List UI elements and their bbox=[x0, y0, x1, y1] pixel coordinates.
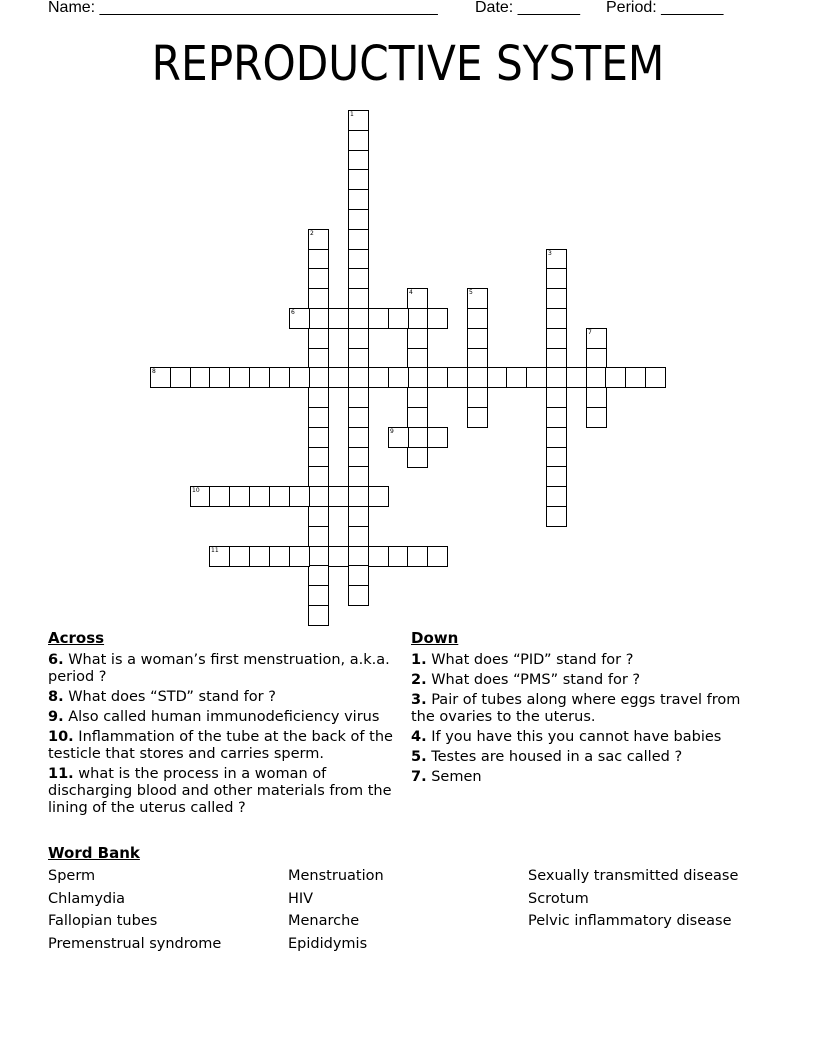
word-bank-item: Scrotum bbox=[528, 891, 589, 907]
crossword-cell[interactable] bbox=[407, 427, 428, 448]
crossword-cell[interactable] bbox=[467, 387, 488, 408]
crossword-cell[interactable] bbox=[645, 367, 666, 388]
crossword-cell[interactable] bbox=[249, 486, 270, 507]
crossword-cell[interactable] bbox=[229, 367, 250, 388]
clue-number-label: 10 bbox=[192, 487, 200, 494]
crossword-cell[interactable] bbox=[526, 367, 547, 388]
crossword-cell[interactable] bbox=[289, 546, 310, 567]
crossword-cell[interactable] bbox=[308, 546, 329, 567]
period-field-label[interactable]: Period: _______ bbox=[606, 0, 724, 16]
word-bank-item: Chlamydia bbox=[48, 891, 126, 907]
clue-number-label: 7 bbox=[588, 329, 592, 336]
crossword-cell[interactable] bbox=[407, 348, 428, 369]
crossword-cell[interactable] bbox=[467, 407, 488, 428]
clue-number: 6. bbox=[48, 652, 64, 668]
clue-number-label: 9 bbox=[390, 428, 394, 435]
crossword-cell[interactable] bbox=[368, 367, 389, 388]
crossword-cell[interactable] bbox=[427, 427, 448, 448]
word-bank-item: Epididymis bbox=[288, 936, 368, 952]
crossword-cell[interactable] bbox=[407, 288, 428, 309]
crossword-cell[interactable] bbox=[348, 466, 369, 487]
clue-number-label: 1 bbox=[350, 111, 354, 118]
crossword-cell[interactable] bbox=[229, 486, 250, 507]
name-field-label[interactable]: Name: ______________________________________ bbox=[48, 0, 438, 16]
crossword-cell[interactable] bbox=[546, 387, 567, 408]
crossword-cell[interactable] bbox=[209, 486, 230, 507]
clue-across-9 bbox=[48, 709, 408, 726]
crossword-cell[interactable] bbox=[348, 130, 369, 151]
crossword-cell[interactable] bbox=[388, 546, 409, 567]
crossword-cell[interactable] bbox=[308, 367, 329, 388]
crossword-cell[interactable] bbox=[190, 367, 211, 388]
crossword-cell[interactable] bbox=[308, 229, 329, 250]
crossword-cell[interactable] bbox=[289, 308, 310, 329]
clue-text: What does “PMS” stand for ? bbox=[431, 672, 641, 688]
crossword-cell[interactable] bbox=[546, 268, 567, 289]
crossword-cell[interactable] bbox=[190, 486, 211, 507]
clue-number-label: 6 bbox=[291, 309, 295, 316]
crossword-cell[interactable] bbox=[308, 348, 329, 369]
crossword-cell[interactable] bbox=[348, 447, 369, 468]
crossword-cell[interactable] bbox=[407, 546, 428, 567]
crossword-cell[interactable] bbox=[566, 367, 587, 388]
clue-text: Also called human immunodeficiency virus bbox=[68, 709, 380, 725]
down-heading: Down bbox=[411, 629, 459, 647]
word-bank-item: Menarche bbox=[288, 913, 360, 929]
crossword-cell[interactable] bbox=[308, 486, 329, 507]
crossword-cell[interactable] bbox=[308, 249, 329, 270]
crossword-cell[interactable] bbox=[506, 367, 527, 388]
clue-number: 2. bbox=[411, 672, 427, 688]
crossword-cell[interactable] bbox=[467, 328, 488, 349]
crossword-cell[interactable] bbox=[348, 249, 369, 270]
crossword-cell[interactable] bbox=[546, 249, 567, 270]
crossword-cell[interactable] bbox=[605, 367, 626, 388]
crossword-cell[interactable] bbox=[546, 466, 567, 487]
crossword-cell[interactable] bbox=[308, 328, 329, 349]
clue-number-label: 4 bbox=[409, 289, 413, 296]
crossword-cell[interactable] bbox=[308, 585, 329, 606]
clue-down-3 bbox=[411, 692, 766, 726]
clue-number-label: 2 bbox=[310, 230, 314, 237]
word-bank-item: Fallopian tubes bbox=[48, 913, 158, 929]
clue-number: 9. bbox=[48, 709, 64, 725]
crossword-cell[interactable] bbox=[546, 506, 567, 527]
crossword-cell[interactable] bbox=[546, 367, 567, 388]
word-bank-heading: Word Bank bbox=[48, 844, 140, 862]
crossword-cell[interactable] bbox=[348, 288, 369, 309]
crossword-cell[interactable] bbox=[546, 308, 567, 329]
across-clues bbox=[48, 628, 408, 820]
across-heading: Across bbox=[48, 629, 105, 647]
crossword-cell[interactable] bbox=[348, 486, 369, 507]
crossword-cell[interactable] bbox=[368, 308, 389, 329]
crossword-cell[interactable] bbox=[467, 308, 488, 329]
crossword-cell[interactable] bbox=[546, 486, 567, 507]
word-bank-item: Sperm bbox=[48, 868, 96, 884]
crossword-cell[interactable] bbox=[348, 407, 369, 428]
crossword-cell[interactable] bbox=[308, 288, 329, 309]
crossword-cell[interactable] bbox=[546, 407, 567, 428]
crossword-cell[interactable] bbox=[348, 229, 369, 250]
crossword-cell[interactable] bbox=[289, 367, 310, 388]
clue-number-label: 11 bbox=[211, 547, 219, 554]
crossword-cell[interactable] bbox=[348, 150, 369, 171]
crossword-cell[interactable] bbox=[586, 367, 607, 388]
crossword-cell[interactable] bbox=[407, 367, 428, 388]
clue-down-2 bbox=[411, 672, 766, 689]
crossword-cell[interactable] bbox=[308, 466, 329, 487]
clue-number: 4. bbox=[411, 729, 427, 745]
crossword-cell[interactable] bbox=[308, 565, 329, 586]
clue-number-label: 3 bbox=[548, 250, 552, 257]
clue-down-1 bbox=[411, 652, 766, 669]
crossword-cell[interactable] bbox=[348, 585, 369, 606]
crossword-cell[interactable] bbox=[407, 407, 428, 428]
clue-number: 11. bbox=[48, 766, 74, 782]
crossword-cell[interactable] bbox=[308, 506, 329, 527]
crossword-cell[interactable] bbox=[348, 348, 369, 369]
clue-down-5 bbox=[411, 749, 766, 766]
crossword-cell[interactable] bbox=[467, 348, 488, 369]
crossword-cell[interactable] bbox=[348, 328, 369, 349]
crossword-cell[interactable] bbox=[546, 348, 567, 369]
crossword-cell[interactable] bbox=[546, 288, 567, 309]
crossword-cell[interactable] bbox=[328, 308, 349, 329]
crossword-cell[interactable] bbox=[289, 486, 310, 507]
crossword-cell[interactable] bbox=[586, 348, 607, 369]
clue-number-label: 5 bbox=[469, 289, 473, 296]
crossword-cell[interactable] bbox=[328, 367, 349, 388]
crossword-cell[interactable] bbox=[170, 367, 191, 388]
crossword-cell[interactable] bbox=[348, 209, 369, 230]
crossword-cell[interactable] bbox=[348, 387, 369, 408]
word-bank-item: Menstruation bbox=[288, 868, 384, 884]
crossword-cell[interactable] bbox=[586, 328, 607, 349]
crossword-cell[interactable] bbox=[249, 367, 270, 388]
crossword-cell[interactable] bbox=[427, 546, 448, 567]
clue-number: 5. bbox=[411, 749, 427, 765]
word-bank-item: Sexually transmitted disease bbox=[528, 868, 739, 884]
crossword-cell[interactable] bbox=[348, 169, 369, 190]
word-bank-item: HIV bbox=[288, 891, 314, 907]
word-bank-item: Pelvic inflammatory disease bbox=[528, 913, 732, 929]
date-field-label[interactable]: Date: _______ bbox=[475, 0, 580, 16]
crossword-cell[interactable] bbox=[308, 605, 329, 626]
crossword-cell[interactable] bbox=[308, 308, 329, 329]
crossword-cell[interactable] bbox=[487, 367, 508, 388]
crossword-cell[interactable] bbox=[427, 308, 448, 329]
clue-across-10 bbox=[48, 729, 408, 763]
crossword-cell[interactable] bbox=[467, 288, 488, 309]
crossword-cell[interactable] bbox=[308, 407, 329, 428]
crossword-cell[interactable] bbox=[625, 367, 646, 388]
crossword-cell[interactable] bbox=[308, 447, 329, 468]
clue-number: 7. bbox=[411, 769, 427, 785]
crossword-cell[interactable] bbox=[348, 546, 369, 567]
crossword-cell[interactable] bbox=[308, 268, 329, 289]
crossword-cell[interactable] bbox=[348, 506, 369, 527]
crossword-cell[interactable] bbox=[209, 546, 230, 567]
crossword-cell[interactable] bbox=[407, 328, 428, 349]
crossword-cell[interactable] bbox=[348, 367, 369, 388]
crossword-cell[interactable] bbox=[427, 367, 448, 388]
crossword-cell[interactable] bbox=[467, 367, 488, 388]
crossword-cell[interactable] bbox=[407, 387, 428, 408]
clue-number: 8. bbox=[48, 689, 64, 705]
crossword-cell[interactable] bbox=[348, 268, 369, 289]
crossword-cell[interactable] bbox=[209, 367, 230, 388]
clue-text: Inflammation of the tube at the back of the testicle that stores and carries sperm. bbox=[48, 729, 393, 762]
crossword-cell[interactable] bbox=[328, 546, 349, 567]
crossword-cell[interactable] bbox=[447, 367, 468, 388]
crossword-cell[interactable] bbox=[348, 427, 369, 448]
crossword-cell[interactable] bbox=[348, 526, 369, 547]
clue-down-4 bbox=[411, 729, 766, 746]
word-bank-item: Premenstrual syndrome bbox=[48, 936, 222, 952]
crossword-cell[interactable] bbox=[308, 427, 329, 448]
clue-across-8 bbox=[48, 689, 408, 706]
crossword-cell[interactable] bbox=[229, 546, 250, 567]
crossword-cell[interactable] bbox=[348, 189, 369, 210]
clue-text: What is a woman’s first menstruation, a.k.a. period ? bbox=[48, 652, 390, 685]
crossword-cell[interactable] bbox=[546, 447, 567, 468]
crossword-cell[interactable] bbox=[348, 308, 369, 329]
clue-text: Testes are housed in a sac called ? bbox=[431, 749, 683, 765]
clue-number: 10. bbox=[48, 729, 74, 745]
clue-down-7 bbox=[411, 769, 766, 786]
down-clues bbox=[411, 628, 766, 789]
crossword-cell[interactable] bbox=[407, 447, 428, 468]
clue-across-11 bbox=[48, 766, 408, 817]
crossword-cell[interactable] bbox=[328, 486, 349, 507]
crossword-cell[interactable] bbox=[249, 546, 270, 567]
crossword-cell[interactable] bbox=[407, 308, 428, 329]
crossword-cell[interactable] bbox=[150, 367, 171, 388]
crossword-cell[interactable] bbox=[388, 367, 409, 388]
crossword-cell[interactable] bbox=[546, 328, 567, 349]
crossword-cell[interactable] bbox=[368, 546, 389, 567]
crossword-cell[interactable] bbox=[308, 387, 329, 408]
clue-number: 1. bbox=[411, 652, 427, 668]
clue-number: 3. bbox=[411, 692, 427, 708]
page-title: REPRODUCTIVE SYSTEM bbox=[151, 36, 665, 92]
clue-text: If you have this you cannot have babies bbox=[431, 729, 722, 745]
crossword-cell[interactable] bbox=[388, 308, 409, 329]
clue-number-label: 8 bbox=[152, 368, 156, 375]
crossword-cell[interactable] bbox=[308, 526, 329, 547]
clue-text: What does “PID” stand for ? bbox=[431, 652, 634, 668]
clue-text: What does “STD” stand for ? bbox=[68, 689, 276, 705]
clue-text: what is the process in a woman of discharging blood and other materials from the lining of the uterus called ? bbox=[48, 766, 392, 816]
crossword-cell[interactable] bbox=[348, 110, 369, 131]
crossword-cell[interactable] bbox=[586, 407, 607, 428]
crossword-cell[interactable] bbox=[586, 387, 607, 408]
crossword-cell[interactable] bbox=[269, 546, 290, 567]
clue-text: Semen bbox=[431, 769, 482, 785]
crossword-cell[interactable] bbox=[368, 486, 389, 507]
crossword-cell[interactable] bbox=[546, 427, 567, 448]
crossword-cell[interactable] bbox=[348, 565, 369, 586]
clue-text: Pair of tubes along where eggs travel from the ovaries to the uterus. bbox=[411, 692, 741, 725]
crossword-cell[interactable] bbox=[269, 367, 290, 388]
crossword-cell[interactable] bbox=[269, 486, 290, 507]
crossword-cell[interactable] bbox=[388, 427, 409, 448]
clue-across-6 bbox=[48, 652, 408, 686]
